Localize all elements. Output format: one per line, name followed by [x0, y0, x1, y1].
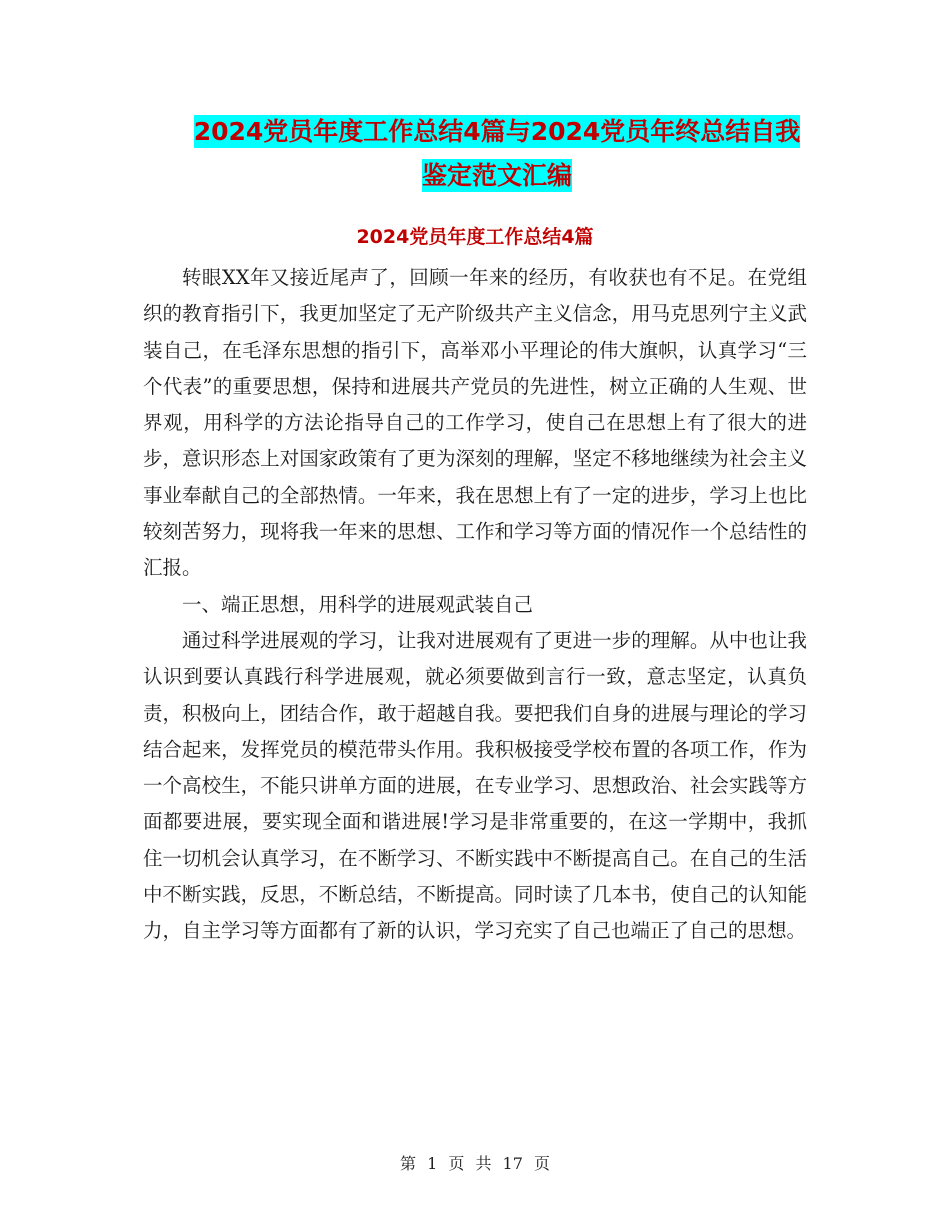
main-title-line-1: 2024党员年度工作总结4篇与2024党员年终总结自我	[193, 117, 801, 146]
page-number-footer: 第 1 页 共 17 页	[400, 1154, 550, 1173]
paragraph-intro: 转眼XX年又接近尾声了，回顾一年来的经历，有收获也有不足。在党组织的教育指引下，我更加坚定了无产阶级共产主义信念，用马克思列宁主义武装自己，在毛泽东思想的指引下，高举邓小平理论的伟大旗帜，认真学习“三个代表”的重要思想，保持和进展共产党员的先进性，树立正确的人生观、世界观，用科学的方法论指导自己的工作学习，使自己在思想上有了很大的进步，意识形态上对国家政策有了更为深刻的理解，坚定不移地继续为社会主义事业奉献自己的全部热情。一年来，我在思想上有了一定的进步，学习上也比较刻苦努力，现将我一年来的思想、工作和学习等方面的情况作一个总结性的汇报。	[143, 266, 807, 580]
main-title-line-2: 鉴定范文汇编	[421, 161, 572, 190]
section-title: 2024党员年度工作总结4篇	[356, 226, 594, 248]
paragraph-heading-1: 一、端正思想，用科学的进展观武装自己	[182, 592, 534, 616]
document-body	[143, 260, 807, 950]
document-main-title	[140, 110, 854, 198]
paragraph-body-1: 通过科学进展观的学习，让我对进展观有了更进一步的理解。从中也让我认识到要认真践行科学进展观，就必须要做到言行一致，意志坚定，认真负责，积极向上，团结合作，敢于超越自我。要把我们自身的进展与理论的学习结合起来，发挥党员的模范带头作用。我积极接受学校布置的各项工作，作为一个高校生，不能只讲单方面的进展，在专业学习、思想政治、社会实践等方面都要进展，要实现全面和谐进展!学习是非常重要的，在这一学期中，我抓住一切机会认真学习，在不断学习、不断实践中不断提高自己。在自己的生活中不断实践，反思，不断总结，不断提高。同时读了几本书，使自己的认知能力，自主学习等方面都有了新的认识，学习充实了自己也端正了自己的思想。	[143, 628, 807, 943]
